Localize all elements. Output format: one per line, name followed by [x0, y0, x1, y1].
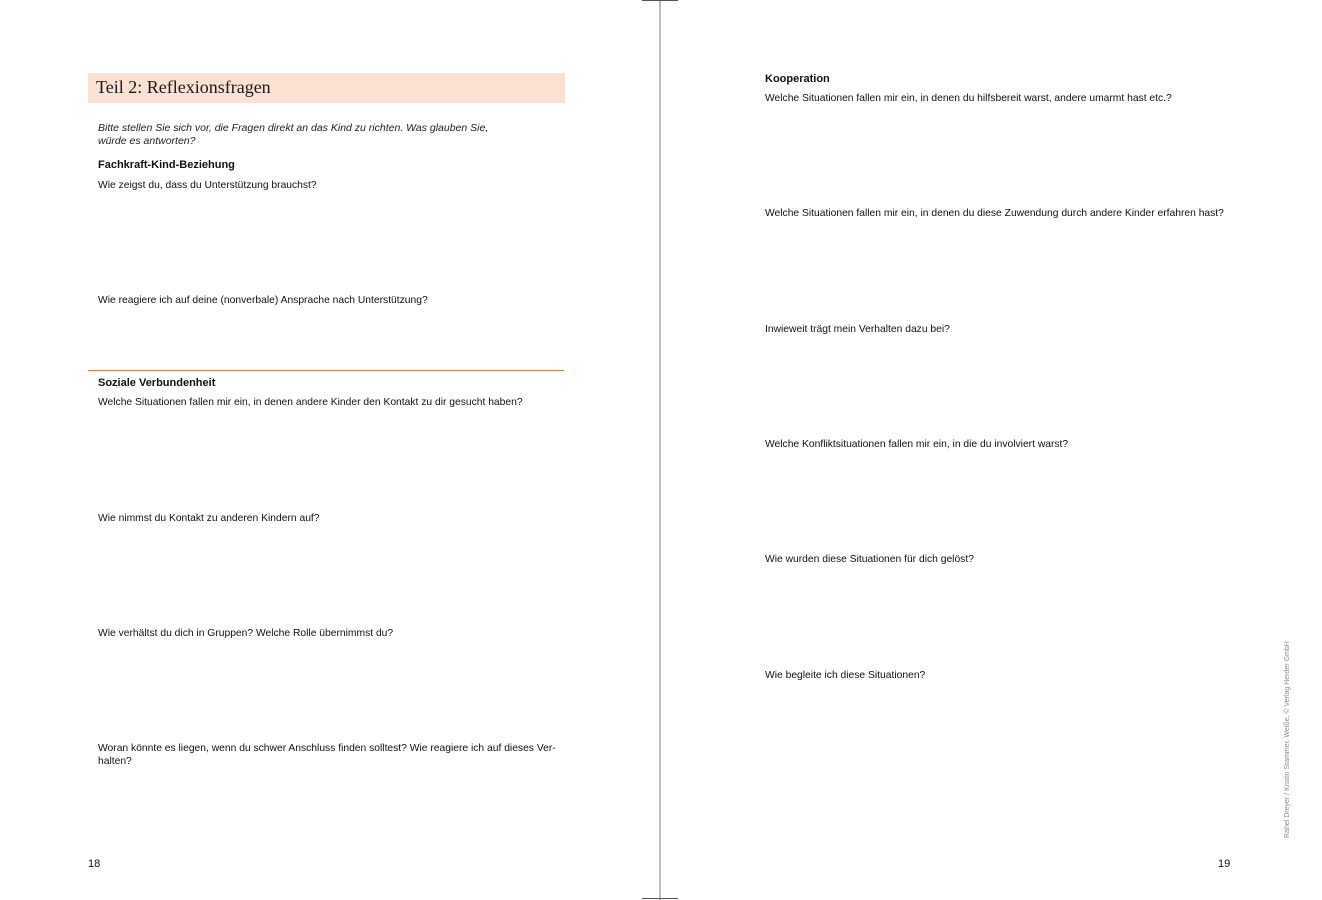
- question-item: Welche Konfliktsituationen fallen mir ein, in die du involviert warst?: [765, 439, 1069, 450]
- question-item: Welche Situationen fallen mir ein, in denen du diese Zuwendung durch andere Kinder erfahren hast?: [765, 208, 1224, 219]
- question-item: Welche Situationen fallen mir ein, in denen andere Kinder den Kontakt zu dir gesucht haben?: [98, 397, 523, 408]
- question-item: Wie begleite ich diese Situationen?: [765, 670, 926, 681]
- question-item-continuation: halten?: [98, 756, 132, 767]
- question-item: Inwieweit trägt mein Verhalten dazu bei?: [765, 324, 950, 335]
- title-banner: [88, 73, 565, 103]
- left-page: [0, 0, 660, 900]
- intro-text: [98, 122, 498, 148]
- section-heading-fachkraft: Fachkraft-Kind-Beziehung: [98, 159, 235, 171]
- question-item: Welche Situationen fallen mir ein, in denen du hilfsbereit warst, andere umarmt hast etc.?: [765, 93, 1172, 104]
- question-item: Woran könnte es liegen, wenn du schwer Anschluss finden solltest? Wie reagiere ich auf dieses Ver-: [98, 743, 556, 754]
- book-spine: [659, 0, 661, 900]
- question-item: Wie nimmst du Kontakt zu anderen Kindern auf?: [98, 513, 320, 524]
- page-number-left: 18: [88, 858, 101, 870]
- intro-line: Bitte stellen Sie sich vor, die Fragen direkt an das Kind zu richten. Was glauben Sie,: [98, 122, 489, 134]
- question-item: Wie reagiere ich auf deine (nonverbale) Ansprache nach Unterstützung?: [98, 295, 428, 306]
- section-divider: [88, 370, 564, 371]
- intro-line: würde es antworten?: [98, 135, 196, 147]
- question-item: Wie wurden diese Situationen für dich gelöst?: [765, 554, 974, 565]
- page-title: Teil 2: Reflexionsfragen: [96, 77, 271, 97]
- question-item: Wie zeigst du, dass du Unterstützung brauchst?: [98, 180, 317, 191]
- crop-mark-top: [642, 0, 678, 1]
- question-item: Wie verhältst du dich in Gruppen? Welche Rolle übernimmst du?: [98, 628, 394, 639]
- section-heading-kooperation: Kooperation: [765, 73, 830, 85]
- page-number-right: 19: [1218, 858, 1231, 870]
- section-heading-soziale: Soziale Verbundenheit: [98, 377, 216, 389]
- copyright-notice: Rahel Dreyer / Kristin Stammer, Weiße, © Verlag Herder GmbH: [1284, 641, 1291, 838]
- crop-mark-bottom: [642, 898, 678, 899]
